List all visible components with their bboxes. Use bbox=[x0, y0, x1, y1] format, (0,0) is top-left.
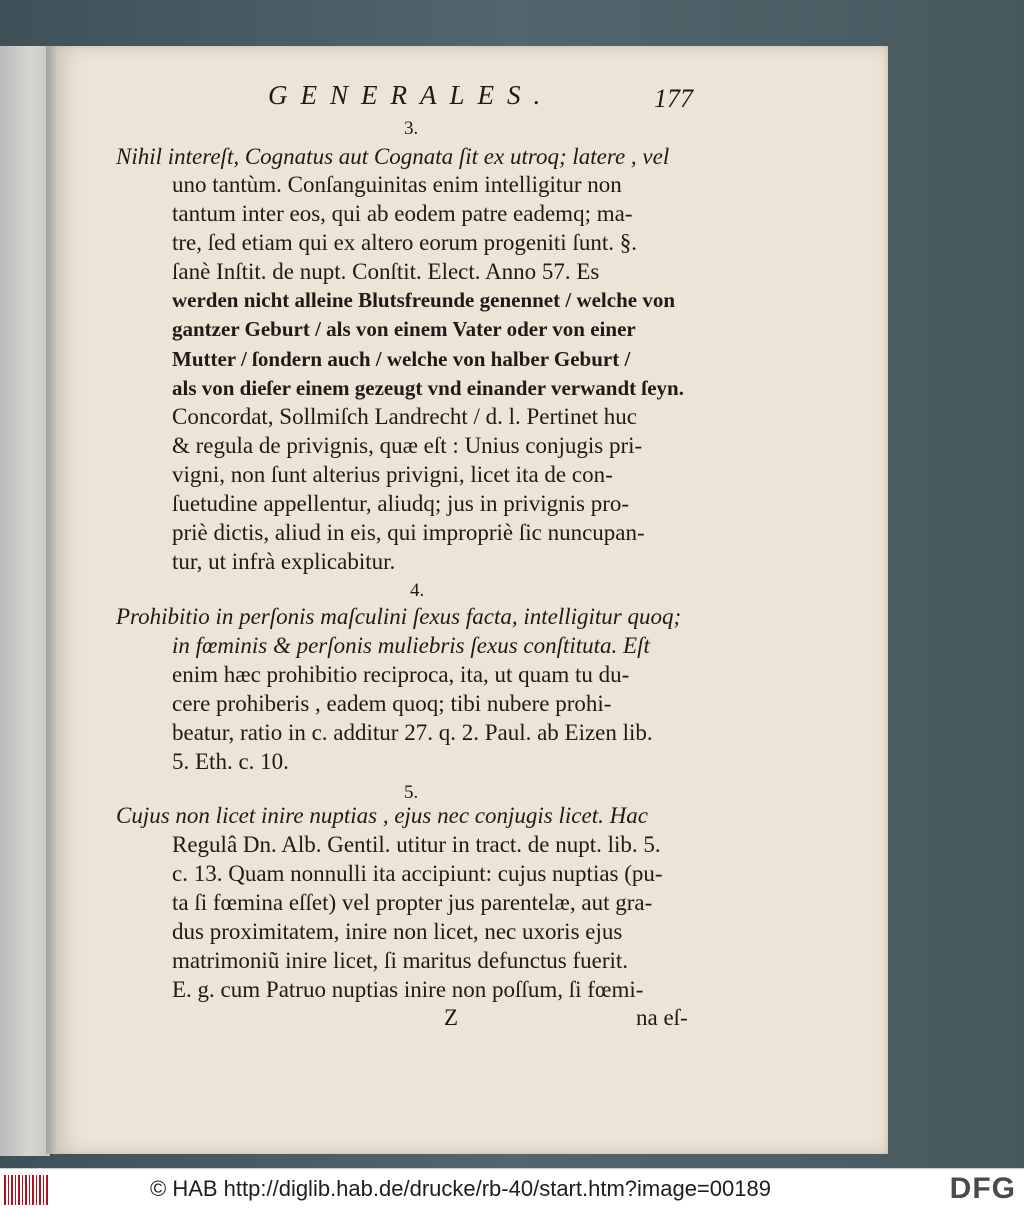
text-line: 5. Eth. c. 10. bbox=[172, 749, 289, 774]
rule-text: Cujus non licet inire nuptias , ejus nec conjugis licet. Hac bbox=[116, 803, 648, 828]
text-line: matrimoniũ inire licet, ſi maritus defunctus fuerit. bbox=[172, 948, 629, 973]
text-line: vigni, non ſunt alterius privigni, licet ita de con- bbox=[172, 462, 613, 487]
text-line-german: Mutter / ſondern auch / welche von halber Geburt / bbox=[172, 347, 631, 371]
text-line: c. 13. Quam nonnulli ita accipiunt: cujus nuptias (pu- bbox=[172, 861, 663, 886]
text-line: tantum inter eos, qui ab eodem patre eademq; ma- bbox=[172, 201, 633, 226]
text-line: Regulâ Dn. Alb. Gentil. utitur in tract. de nupt. lib. 5. bbox=[172, 832, 661, 857]
library-logo-icon bbox=[4, 1175, 48, 1205]
previous-page-edge bbox=[0, 46, 51, 1156]
text-line: uno tantùm. Conſanguinitas enim intelligitur non bbox=[172, 172, 622, 197]
text-line: ſuetudine appellentur, aliudq; jus in privignis pro- bbox=[172, 491, 630, 516]
text-line-german: als von dieſer einem gezeugt vnd einander verwandt ſeyn. bbox=[172, 376, 684, 400]
text-line: cere prohiberis , eadem quoq; tibi nubere prohi- bbox=[172, 691, 612, 716]
section-number: 5. bbox=[404, 782, 419, 803]
text-line: Concordat, Sollmiſch Landrecht / d. l. Pertinet huc bbox=[172, 404, 638, 429]
page-number: 177 bbox=[654, 84, 693, 113]
text-line: tur, ut infrà explicabitur. bbox=[172, 549, 396, 574]
rule-text: Prohibitio in perſonis maſculini ſexus facta, intelligitur quoq; bbox=[116, 604, 682, 629]
rule-text: in fœminis & perſonis muliebris ſexus conſtituta. Eſt bbox=[172, 633, 650, 658]
text-line: priè dictis, aliud in eis, qui impropriè ſic nuncupan- bbox=[172, 520, 645, 545]
section-number: 3. bbox=[404, 118, 419, 139]
catchword: na eſ- bbox=[636, 1005, 688, 1030]
dfg-logo: DFG bbox=[949, 1172, 1016, 1205]
running-head: GENERALES. bbox=[268, 80, 554, 110]
text-line: E. g. cum Patruo nuptias inire non poſſum, ſi fœmi- bbox=[172, 977, 644, 1002]
text-line: ſanè Inſtit. de nupt. Conſtit. Elect. Anno 57. Es bbox=[172, 259, 600, 284]
text-line-german: gantzer Geburt / als von einem Vater oder von einer bbox=[172, 317, 636, 341]
rule-text: Nihil intereſt, Cognatus aut Cognata ſit ex utroq; latere , vel bbox=[116, 144, 670, 169]
text-line: dus proximitatem, inire non licet, nec uxoris ejus bbox=[172, 919, 623, 944]
section-number: 4. bbox=[410, 580, 425, 601]
text-line: beatur, ratio in c. additur 27. q. 2. Paul. ab Eizen lib. bbox=[172, 720, 653, 745]
text-line: ta ſi fœmina eſſet) vel propter jus parentelæ, aut gra- bbox=[172, 890, 653, 915]
text-line: enim hæc prohibitio reciproca, ita, ut quam tu du- bbox=[172, 662, 630, 687]
text-line: tre, ſed etiam qui ex altero eorum progeniti ſunt. §. bbox=[172, 230, 637, 255]
text-line-german: werden nicht alleine Blutsfreunde genennet / welche von bbox=[172, 288, 676, 312]
text-line: & regula de privignis, quæ eſt : Unius conjugis pri- bbox=[172, 433, 643, 458]
credit-link[interactable]: © HAB http://diglib.hab.de/drucke/rb-40/start.htm?image=00189 bbox=[150, 1176, 771, 1201]
signature-mark: Z bbox=[444, 1005, 459, 1030]
footer-bar bbox=[0, 1168, 1024, 1210]
